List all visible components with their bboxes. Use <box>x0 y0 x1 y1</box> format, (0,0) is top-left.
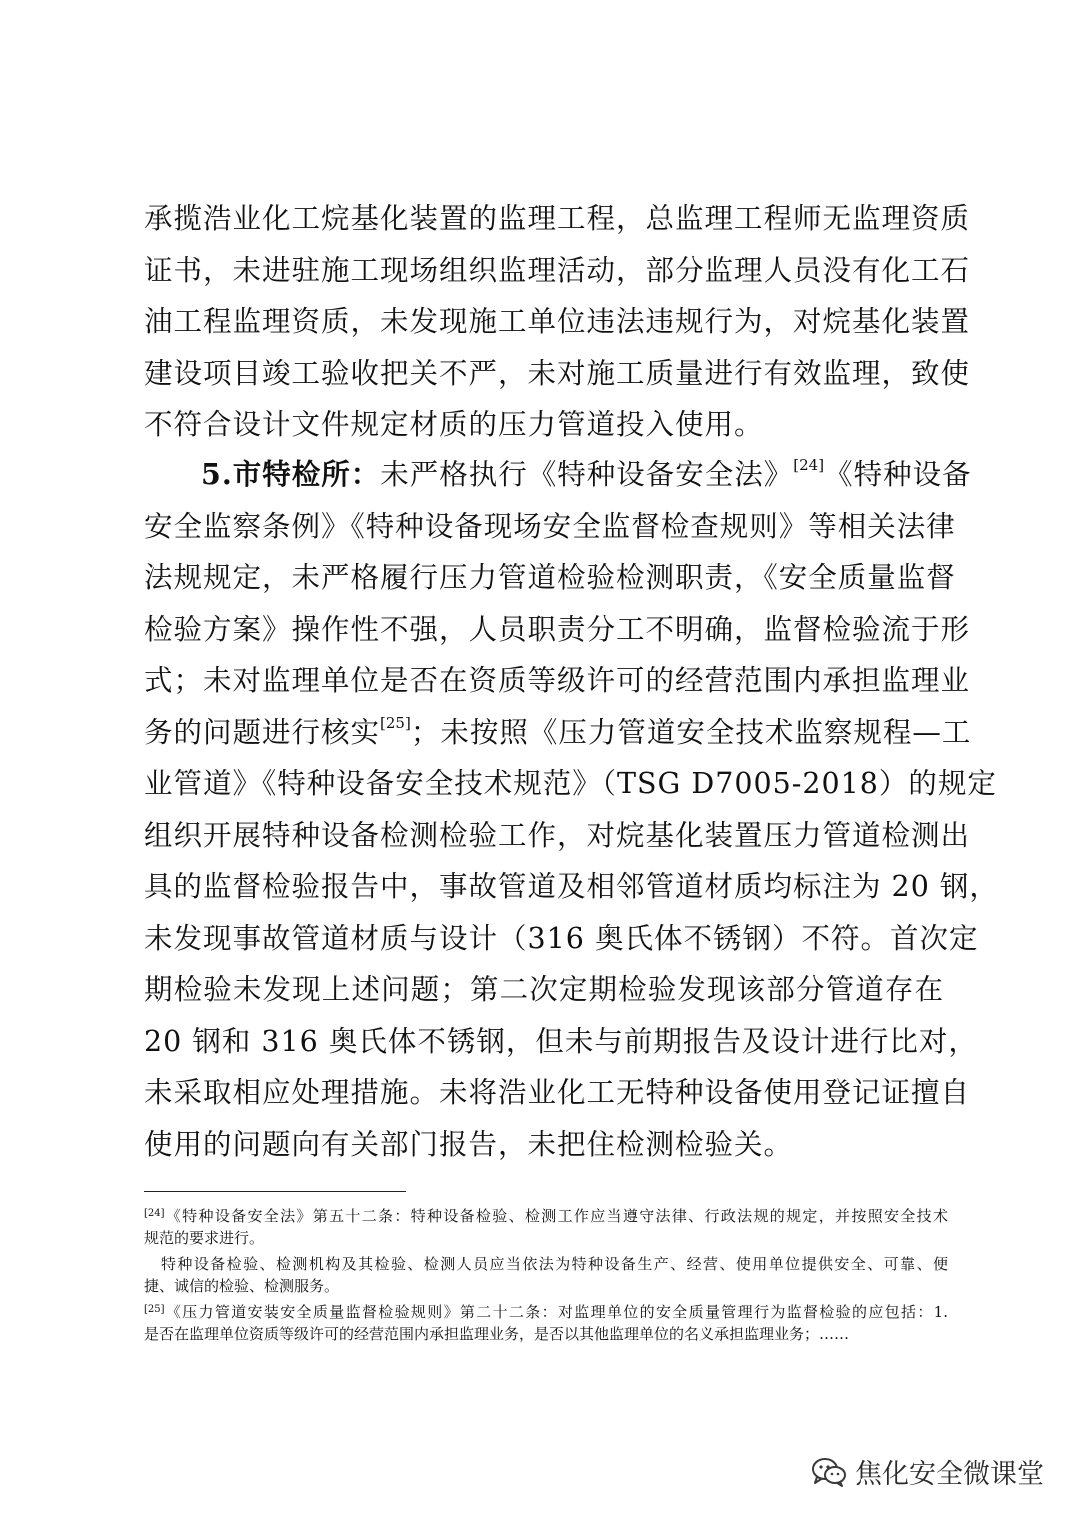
footnote-line <box>144 1205 948 1227</box>
paragraph-text: 务的问题进行核实 <box>144 715 381 749</box>
paragraph-supervision-unit <box>144 193 971 451</box>
paragraph-line: 证书，未进驻施工现场组织监理活动，部分监理人员没有化工石 <box>144 253 971 287</box>
paragraph-line: 油工程监理资质，未发现施工单位违法违规行为，对烷基化装置 <box>144 305 971 338</box>
paragraph-line: 期检验未发现上述问题；第二次定期检验发现该部分管道存在 <box>144 973 944 1006</box>
footnote-24 <box>144 1205 948 1297</box>
footnote-25 <box>144 1301 948 1345</box>
paragraph-line: 承揽浩业化工烷基化装置的监理工程，总监理工程师无监理资质 <box>144 202 971 235</box>
footnote-line: 特种设备检验、检测机构及其检验、检测人员应当依法为特种设备生产、经营、使用单位提供安全、可靠、便 <box>161 1255 948 1273</box>
paragraph-line: 业管道》《特种设备安全技术规范》（TSG D7005-2018）的规定 <box>144 767 997 800</box>
footnote-mark: [24] <box>144 1208 165 1219</box>
footnote-ref-24[interactable]: [24] <box>793 456 825 474</box>
paragraph-line: 未采取相应处理措施。未将浩业化工无特种设备使用登记证擅自 <box>144 1076 971 1109</box>
paragraph-line: 建设项目竣工验收把关不严，未对施工质量进行有效监理，致使 <box>144 356 971 390</box>
paragraph-line <box>144 707 972 759</box>
footnote-text: 《压力管道安装安全质量监督检验规则》第二十二条：对监理单位的安全质量管理行为监督检验的应包括：1. <box>164 1303 948 1321</box>
footnote-mark: [25] <box>144 1304 165 1315</box>
paragraph-line: 安全监察条例》《特种设备现场安全监督检查规则》等相关法律 <box>144 509 956 543</box>
paragraph-line: 检验方案》操作性不强，人员职责分工不明确，监督检验流于形 <box>144 612 971 646</box>
paragraph-line: 具的监督检验报告中，事故管道及相邻管道材质均标注为 20 钢， <box>144 870 999 903</box>
footnotes <box>144 1205 948 1345</box>
paragraph-line: 组织开展特种设备检测检验工作，对烷基化装置压力管道检测出 <box>144 818 971 852</box>
footnote-text: 《特种设备安全法》第五十二条：特种设备检验、检测工作应当遵守法律、行政法规的规定，并按照安全技术 <box>164 1207 948 1225</box>
paragraph-line: 式；未对监理单位是否在资质等级许可的经营范围内承担监理业 <box>144 664 971 697</box>
paragraph-line: 不符合设计文件规定材质的压力管道投入使用。 <box>144 408 764 441</box>
watermark-text: 焦化安全微课堂 <box>855 1459 1044 1490</box>
wechat-icon <box>811 1457 847 1487</box>
paragraph-line: 使用的问题向有关部门报告，未把住检测检验关。 <box>144 1127 794 1161</box>
paragraph-line: 法规规定，未严格履行压力管道检验检测职责，《安全质量监督 <box>144 561 956 594</box>
paragraph-line <box>144 449 972 501</box>
footnote-line: 是否在监理单位资质等级许可的经营范围内承担监理业务，是否以其他监理单位的名义承担监理业务；…… <box>144 1325 850 1343</box>
section-heading: 5.市特检所： <box>201 457 381 491</box>
paragraph-text: ；未按照《压力管道安全技术监察规程—工 <box>410 715 972 749</box>
footnote-line <box>144 1301 948 1323</box>
paragraph-line: 20 钢和 316 奥氏体不锈钢，但未与前期报告及设计进行比对， <box>144 1024 978 1058</box>
footnote-line: 规范的要求进行。 <box>144 1229 265 1247</box>
paragraph-text: 未严格执行《特种设备安全法》 <box>380 458 794 491</box>
paragraph-text: 《特种设备 <box>824 458 972 491</box>
paragraph-line: 未发现事故管道材质与设计（316 奥氏体不锈钢）不符。首次定 <box>144 921 979 955</box>
paragraph-inspection-institute <box>144 449 999 1170</box>
footnote-divider <box>144 1191 406 1192</box>
footnote-line: 捷、诚信的检验、检测服务。 <box>144 1277 340 1295</box>
wechat-watermark <box>811 1452 1044 1491</box>
footnote-ref-25[interactable]: [25] <box>380 713 411 732</box>
